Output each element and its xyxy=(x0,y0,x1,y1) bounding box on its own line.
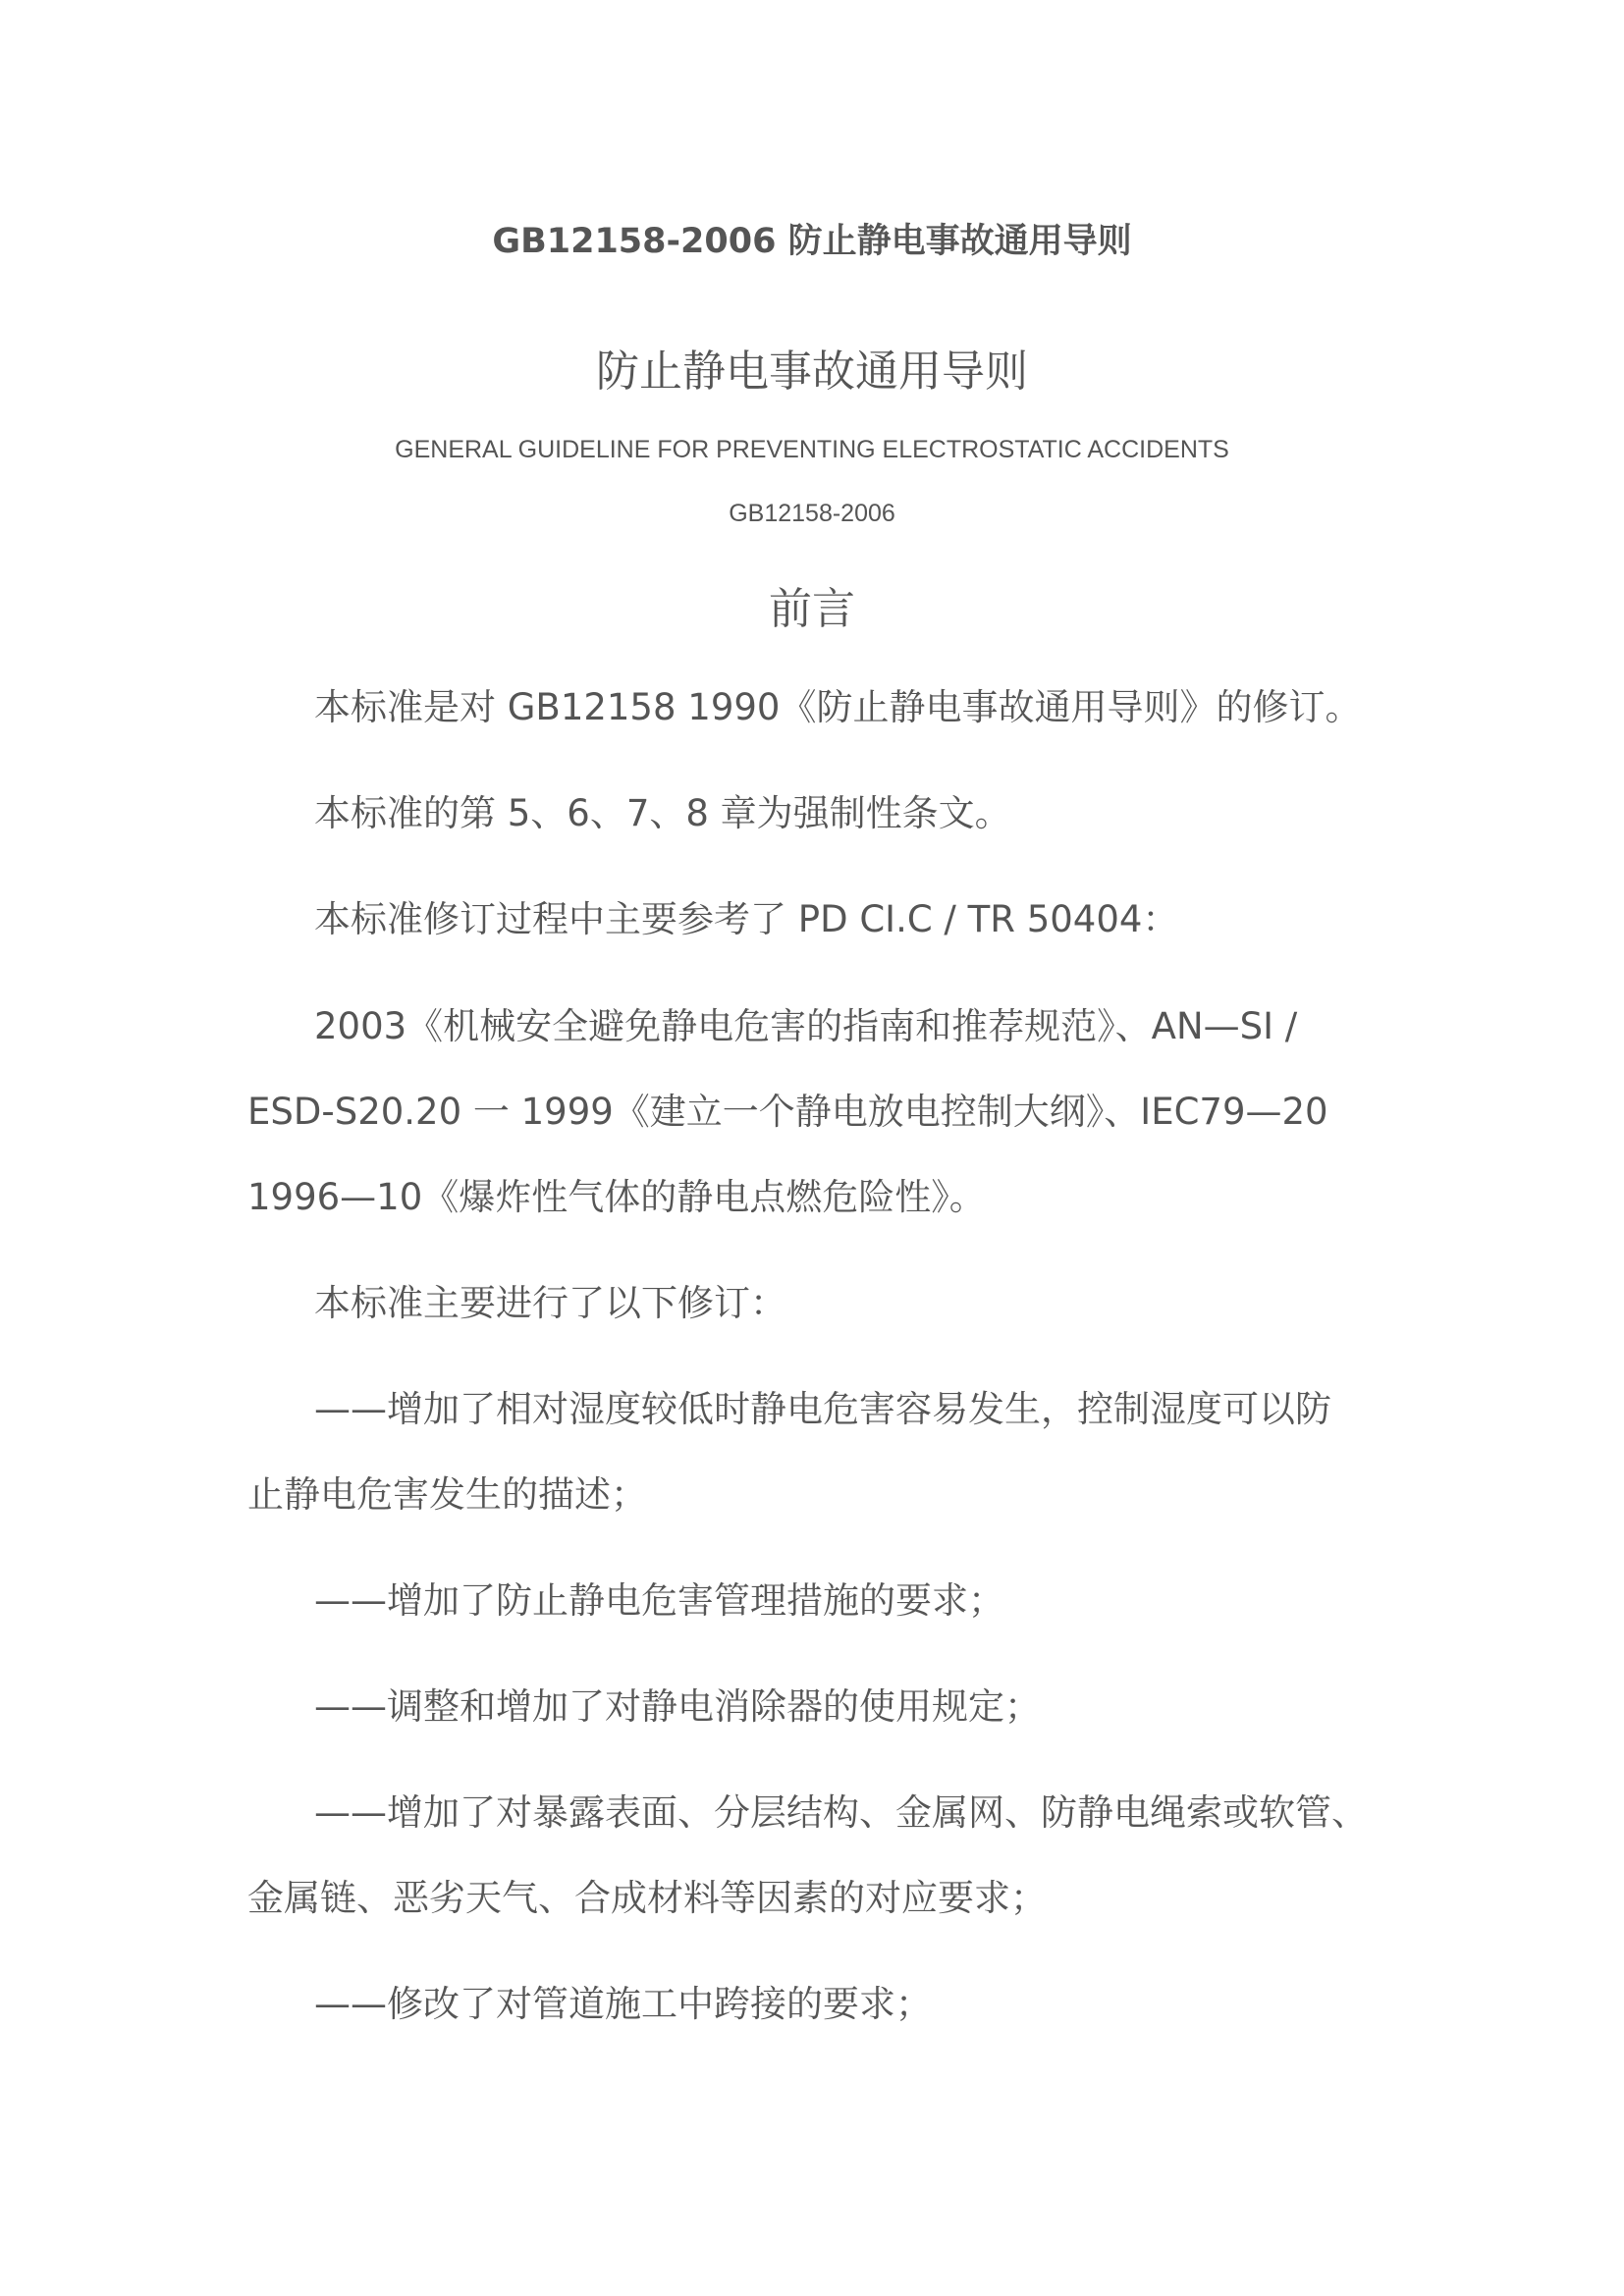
paragraph-line: 2003《机械安全避免静电危害的指南和推荐规范》、AN—SI / xyxy=(314,1005,1298,1047)
paragraph-line: 本标准是对 GB12158 1990《防止静电事故通用导则》的修订。 xyxy=(314,686,1362,728)
document-subtitle-english: GENERAL GUIDELINE FOR PREVENTING ELECTROSTATIC ACCIDENTS xyxy=(395,436,1229,463)
document-title: 防止静电事故通用导则 xyxy=(596,347,1028,397)
document-code: GB12158-2006 xyxy=(729,500,895,527)
list-item-line: ——调整和增加了对静电消除器的使用规定； xyxy=(314,1685,1041,1728)
paragraph-line: 本标准主要进行了以下修订： xyxy=(314,1282,786,1324)
paragraph-line: 1996—10《爆炸性气体的静电点燃危险性》。 xyxy=(247,1176,986,1218)
list-item-continuation: 止静电危害发生的描述； xyxy=(247,1473,647,1516)
list-item-line: ——增加了防止静电危害管理措施的要求； xyxy=(314,1579,1004,1622)
paragraph-line: 本标准修订过程中主要参考了 PD CI.C / TR 50404： xyxy=(314,898,1179,940)
list-item-line: ——修改了对管道施工中跨接的要求； xyxy=(314,1983,932,2025)
list-item-line: ——增加了对暴露表面、分层结构、金属网、防静电绳索或软管、 xyxy=(314,1791,1368,1834)
document-header: GB12158-2006 防止静电事故通用导则 xyxy=(492,222,1132,261)
list-item-line: ——增加了相对湿度较低时静电危害容易发生，控制湿度可以防 xyxy=(314,1388,1331,1430)
paragraph-line: ESD-S20.20 一 1999《建立一个静电放电控制大纲》、IEC79—20 xyxy=(247,1091,1328,1133)
paragraph-line: 本标准的第 5、6、7、8 章为强制性条文。 xyxy=(314,792,1011,834)
list-item-continuation: 金属链、恶劣天气、合成材料等因素的对应要求； xyxy=(247,1877,1047,1919)
section-title-foreword: 前言 xyxy=(769,584,855,634)
